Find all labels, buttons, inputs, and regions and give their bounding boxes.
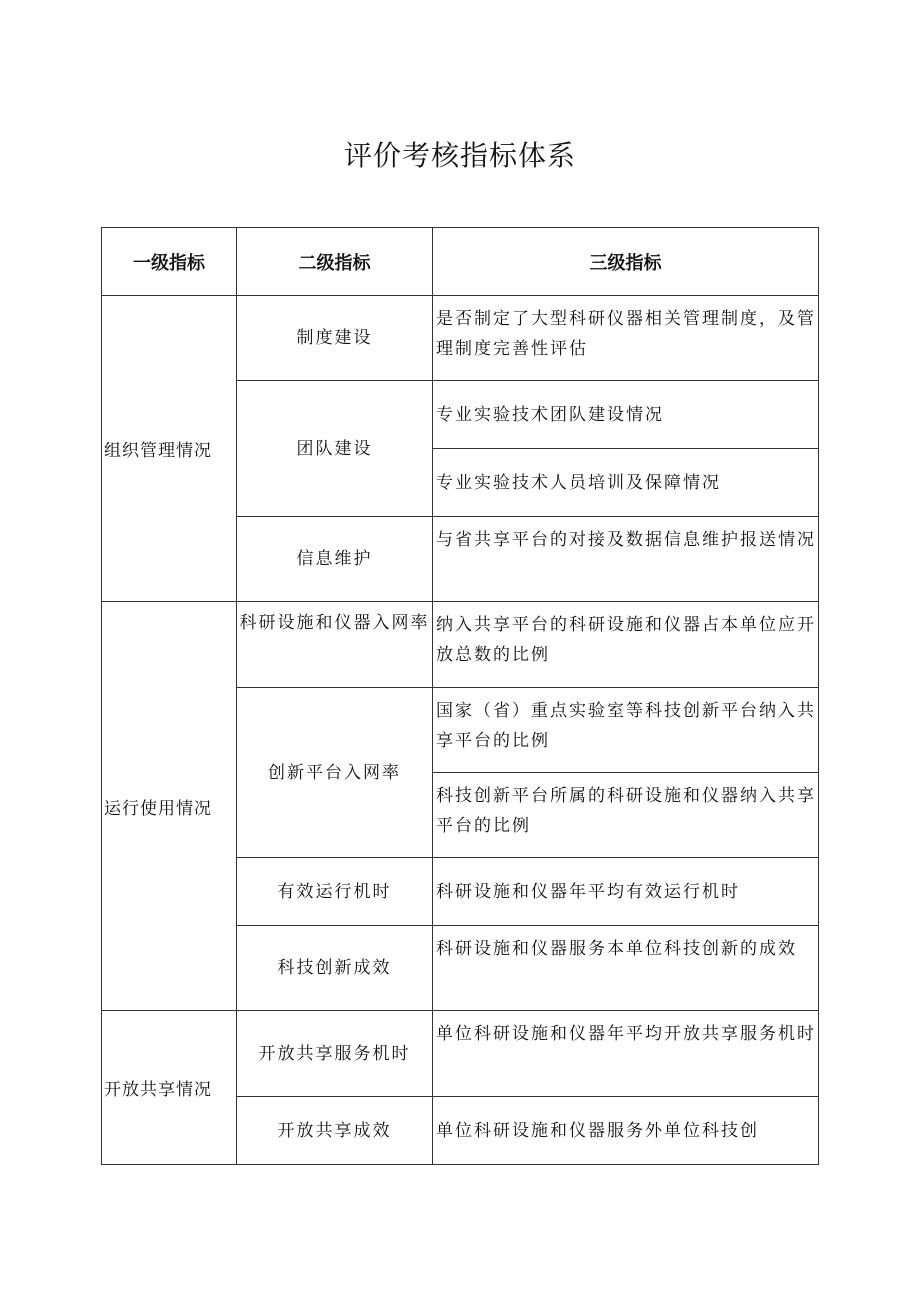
level1-cell: 组织管理情况 xyxy=(102,296,237,602)
table-row xyxy=(102,1011,819,1097)
level3-cell: 单位科研设施和仪器服务外单位科技创 xyxy=(433,1097,819,1165)
level1-cell: 运行使用情况 xyxy=(102,602,237,1011)
table-row xyxy=(102,296,819,381)
level3-cell: 专业实验技术人员培训及保障情况 xyxy=(433,449,819,517)
level2-cell: 团队建设 xyxy=(237,381,433,517)
level2-cell: 有效运行机时 xyxy=(237,858,433,926)
level3-cell: 科技创新平台所属的科研设施和仪器纳入共享平台的比例 xyxy=(433,773,819,858)
indicator-table xyxy=(101,227,819,1165)
level3-cell: 是否制定了大型科研仪器相关管理制度，及管理制度完善性评估 xyxy=(433,296,819,381)
header-level3: 三级指标 xyxy=(433,228,819,296)
level3-cell: 国家（省）重点实验室等科技创新平台纳入共享平台的比例 xyxy=(433,688,819,773)
level2-cell: 开放共享服务机时 xyxy=(237,1011,433,1097)
table-header-row xyxy=(102,228,819,296)
level2-cell: 科技创新成效 xyxy=(237,926,433,1011)
table-row xyxy=(102,602,819,688)
header-level1: 一级指标 xyxy=(102,228,237,296)
level2-cell: 制度建设 xyxy=(237,296,433,381)
level3-cell: 与省共享平台的对接及数据信息维护报送情况 xyxy=(433,517,819,602)
level2-cell: 科研设施和仪器入网率 xyxy=(237,602,433,688)
level1-cell: 开放共享情况 xyxy=(102,1011,237,1165)
level2-cell: 开放共享成效 xyxy=(237,1097,433,1165)
page-title: 评价考核指标体系 xyxy=(343,139,576,172)
level3-cell: 科研设施和仪器服务本单位科技创新的成效 xyxy=(433,926,819,1011)
level3-cell: 科研设施和仪器年平均有效运行机时 xyxy=(433,858,819,926)
level3-cell: 专业实验技术团队建设情况 xyxy=(433,381,819,449)
level3-cell: 纳入共享平台的科研设施和仪器占本单位应开放总数的比例 xyxy=(433,602,819,688)
level3-cell: 单位科研设施和仪器年平均开放共享服务机时 xyxy=(433,1011,819,1097)
header-level2: 二级指标 xyxy=(237,228,433,296)
level2-cell: 创新平台入网率 xyxy=(237,688,433,858)
level2-cell: 信息维护 xyxy=(237,517,433,602)
